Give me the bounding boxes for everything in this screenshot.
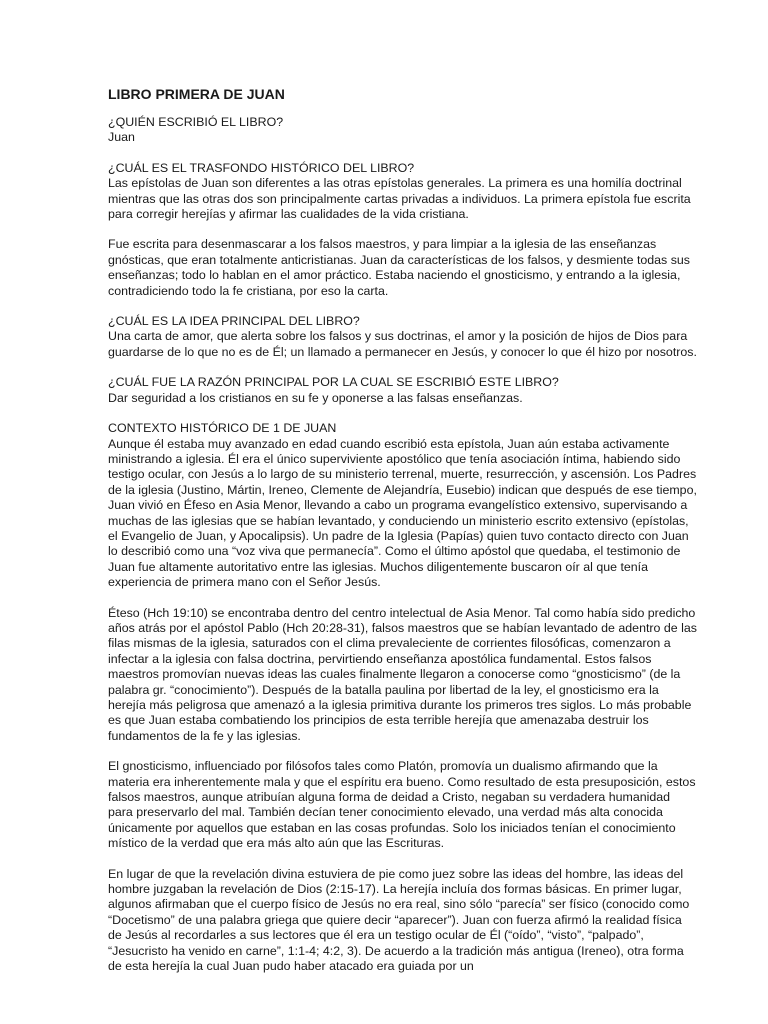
body-paragraph: En lugar de que la revelación divina estuviera de pie como juez sobre las ideas del hombre, las ideas del hombre juzgaban la revelación de Dios (2:15-17). La herejía incluía dos formas básicas. En primer lugar, algunos afirmaban que el cuerpo físico de Jesús no era real, sino sólo “parecía” ser físico (conocido como “Docetismo” de una palabra griega que quiere decir “aparecer”). Juan con fuerza afirmó la realidad física de Jesús al recordarles a sus lectores que él era un testigo ocular de Él (“oído”, “visto”, “palpado”, “Jesucristo ha venido en carne”, 1:1-4; 4:2, 3). De acuerdo a la tradición más antigua (Ireneo), otra forma de esta herejía la cual Juan pudo haber atacado era guiada por un	[108, 866, 690, 974]
section-heading: ¿CUÁL ES LA IDEA PRINCIPAL DEL LIBRO?	[108, 314, 360, 329]
section-historical-background	[108, 161, 698, 223]
section-paragraph: Una carta de amor, que alerta sobre los falsos y sus doctrinas, el amor y la posición de hijos de Dios para guardarse de lo que no es de Él; un llamado a permanecer en Jesús, y conocer lo que él hizo por nosotros.	[108, 329, 697, 359]
body-paragraph: Fue escrita para desenmascarar a los falsos maestros, y para limpiar a la iglesia de las enseñanzas gnósticas, que eran totalmente anticristianas. Juan da características de los falsos, y desmiente todas sus enseñanzas; todo lo hablan en el amor práctico. Estaba naciendo el gnosticismo, y entrando a la iglesia, contradiciendo todo la fe cristiana, por eso la carta.	[108, 237, 690, 298]
section-main-reason	[108, 375, 698, 406]
body-paragraph: Éteso (Hch 19:10) se encontraba dentro del centro intelectual de Asia Menor. Tal como había sido predicho años atrás por el apóstol Pablo (Hch 20:28-31), falsos maestros que se habían levantado de adentro de las filas mismas de la iglesia, saturados con el clima prevaleciente de corrientes filosóficas, comenzaron a infectar a la iglesia con falsa doctrina, pervirtiendo enseñanza apostólica fundamental. Estos falsos maestros promovían nuevas ideas las cuales finalmente llegaron a conocerse como “gnosticismo” (de la palabra gr. “conocimiento”). Después de la batalla paulina por libertad de la ley, el gnosticismo era la herejía más peligrosa que amenazó a la iglesia primitiva durante los primeros tres siglos. Lo más probable es que Juan estaba combatiendo los principios de esta terrible herejía que amenazaba destruir los fundamentos de la fe y las iglesias.	[108, 605, 697, 743]
section-heading: ¿QUIÉN ESCRIBIÓ EL LIBRO?	[108, 115, 284, 129]
document-page	[108, 86, 698, 990]
section-heading: ¿CUÁL FUE LA RAZÓN PRINCIPAL POR LA CUAL SE ESCRIBIÓ ESTE LIBRO?	[108, 375, 559, 390]
section-paragraph: Aunque él estaba muy avanzado en edad cuando escribió esta epístola, Juan aún estaba activamente ministrando a iglesia. Él era el único superviviente apostólico que tenía asociación íntima, habiendo sido testigo ocular, con Jesús a lo largo de su ministerio terrenal, muerte, resurrección, y ascensión. Los Padres de la iglesia (Justino, Mártin, Ireneo, Clemente de Alejandría, Eusebio) indican que después de ese tiempo, Juan vivió en Éfeso en Asia Menor, llevando a cabo un programa evangelístico extensivo, supervisando a muchas de las iglesias que se habían levantado, y conduciendo un ministerio escrito extensivo (epístolas, el Evangelio de Juan, y Apocalipsis). Un padre de la Iglesia (Papías) quien tuvo contacto directo con Juan lo describió como una “voz viva que permanecía”. Como el último apóstol que quedaba, el testimonio de Juan fue altamente autoritativo entre las iglesias. Muchos diligentemente buscaron oír al que tenía experiencia de primera mano con el Señor Jesús.	[108, 436, 697, 590]
section-paragraph: Las epístolas de Juan son diferentes a las otras epístolas generales. La primera es una homilía doctrinal mientras que las otras dos son principalmente cartas privadas a individuos. La primera epístola fue escrita para corregir herejías y afirmar las cualidades de la vida cristiana.	[108, 176, 691, 222]
body-paragraph: El gnosticismo, influenciado por filósofos tales como Platón, promovía un dualismo afirmando que la materia era inherentemente mala y que el espíritu era bueno. Como resultado de esta presuposición, estos falsos maestros, aunque atribuían alguna forma de deidad a Cristo, negaban su verdadera humanidad para preservarlo del mal. También decían tener conocimiento elevado, una verdad más alta conocida únicamente por aquellos que estaban en las cosas profundas. Solo los iniciados tenían el conocimiento místico de la verdad que era más alto aún que las Escrituras.	[108, 759, 696, 851]
section-main-idea	[108, 314, 698, 360]
section-historical-context	[108, 421, 698, 590]
section-who-wrote	[108, 115, 698, 146]
document-title: LIBRO PRIMERA DE JUAN	[108, 86, 285, 102]
section-heading: ¿CUÁL ES EL TRASFONDO HISTÓRICO DEL LIBRO?	[108, 160, 415, 175]
section-paragraph: Dar seguridad a los cristianos en su fe y oponerse a las falsas enseñanzas.	[108, 390, 523, 405]
section-paragraph: Juan	[108, 130, 135, 145]
section-heading: CONTEXTO HISTÓRICO DE 1 DE JUAN	[108, 421, 337, 436]
